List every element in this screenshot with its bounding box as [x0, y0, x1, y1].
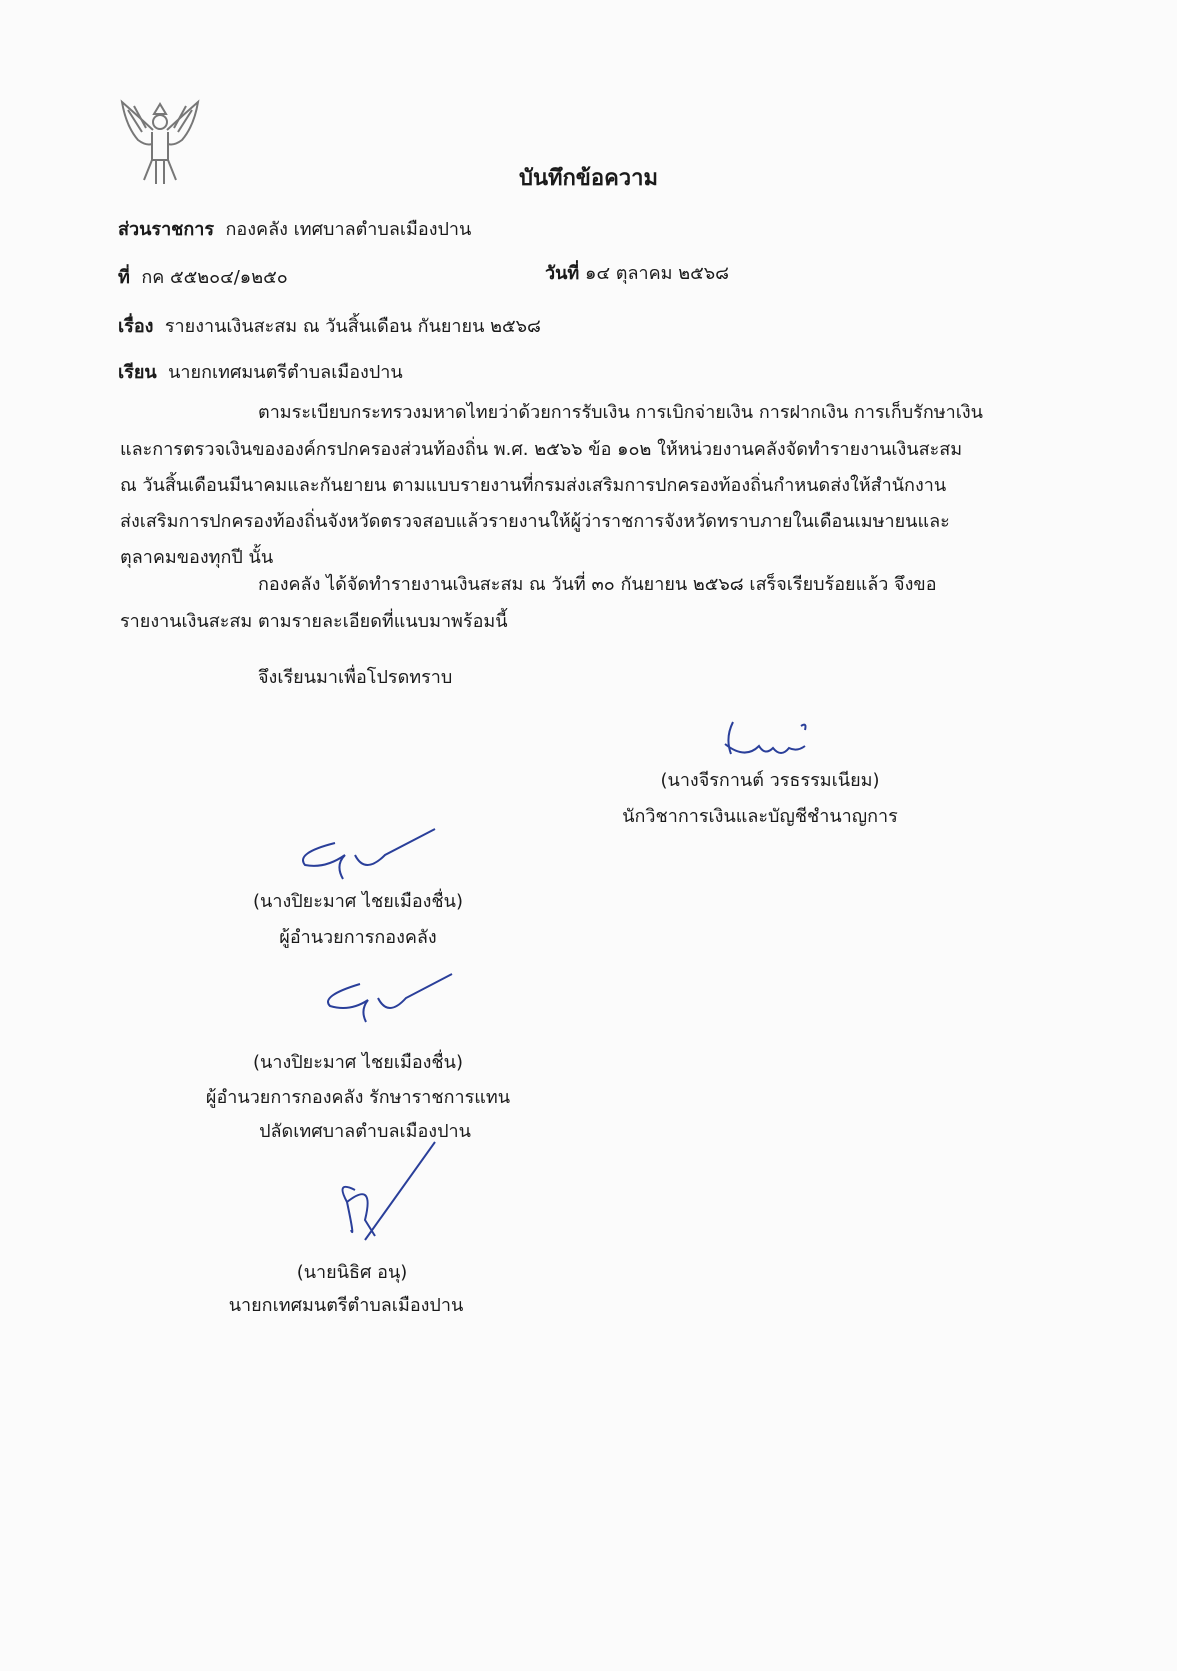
date-line — [545, 258, 729, 287]
signature-1 — [715, 718, 815, 768]
body-line: ณ วันสิ้นเดือนมีนาคมและกันยายน ตามแบบรายงานที่กรมส่งเสริมการปกครองท้องถิ่นกำหนดส่งให้สำนักงาน — [120, 475, 947, 496]
subject-line — [118, 311, 541, 340]
body-line: ส่งเสริมการปกครองท้องถิ่นจังหวัดตรวจสอบแล้วรายงานให้ผู้ว่าราชการจังหวัดทราบภายในเดือนเมษายนและ — [120, 511, 950, 532]
date-label: วันที่ — [545, 263, 580, 284]
ref-label: ที่ — [118, 267, 130, 288]
agency-label: ส่วนราชการ — [118, 219, 215, 240]
subject-label: เรื่อง — [118, 316, 154, 337]
ref-line — [118, 262, 288, 291]
signer-2-name: (นางปิยะมาศ ไชยเมืองชื่น) — [253, 891, 463, 912]
to-label: เรียน — [118, 362, 157, 383]
to-line — [118, 357, 403, 386]
ref-value: กค ๕๕๒๐๔/๑๒๕๐ — [141, 267, 288, 288]
agency-line — [118, 214, 471, 243]
signer-3-position-2: ปลัดเทศบาลตำบลเมืองปาน — [259, 1121, 471, 1142]
signer-2-position: ผู้อำนวยการกองคลัง — [279, 927, 437, 948]
signer-3-position: ผู้อำนวยการกองคลัง รักษาราชการแทน — [205, 1087, 511, 1108]
signer-3-name: (นางปิยะมาศ ไชยเมืองชื่น) — [253, 1052, 463, 1073]
to-value: นายกเทศมนตรีตำบลเมืองปาน — [168, 362, 403, 383]
signer-1-name: (นางจีรกานต์ วรธรรมเนียม) — [660, 770, 880, 791]
body-line: กองคลัง ได้จัดทำรายงานเงินสะสม ณ วันที่ ๓๐ กันยายน ๒๕๖๘ เสร็จเรียบร้อยแล้ว จึงขอ — [258, 574, 937, 595]
body-line: ตามระเบียบกระทรวงมหาดไทยว่าด้วยการรับเงิน การเบิกจ่ายเงิน การฝากเงิน การเก็บรักษาเงิน — [258, 402, 983, 423]
signature-2 — [295, 825, 445, 885]
subject-value: รายงานเงินสะสม ณ วันสิ้นเดือน กันยายน ๒๕๖๘ — [164, 316, 541, 337]
agency-value: กองคลัง เทศบาลตำบลเมืองปาน — [225, 219, 472, 240]
signature-3 — [320, 970, 460, 1030]
signer-4-position: นายกเทศมนตรีตำบลเมืองปาน — [228, 1295, 464, 1316]
date-value: ๑๔ ตุลาคม ๒๕๖๘ — [585, 263, 730, 284]
body-line: และการตรวจเงินขององค์กรปกครองส่วนท้องถิ่น พ.ศ. ๒๕๖๖ ข้อ ๑๐๒ ให้หน่วยงานคลังจัดทำรายงานเงินสะสม — [120, 439, 963, 460]
signer-4-name: (นายนิธิศ อนุ) — [296, 1262, 408, 1283]
closing-text: จึงเรียนมาเพื่อโปรดทราบ — [258, 667, 453, 688]
signer-1-position: นักวิชาการเงินและบัญชีชำนาญการ — [622, 806, 898, 827]
body-line: ตุลาคมของทุกปี นั้น — [120, 547, 274, 568]
document-title: บันทึกข้อความ — [518, 166, 658, 191]
body-line: รายงานเงินสะสม ตามรายละเอียดที่แนบมาพร้อมนี้ — [120, 611, 508, 632]
signature-4 — [325, 1140, 445, 1250]
